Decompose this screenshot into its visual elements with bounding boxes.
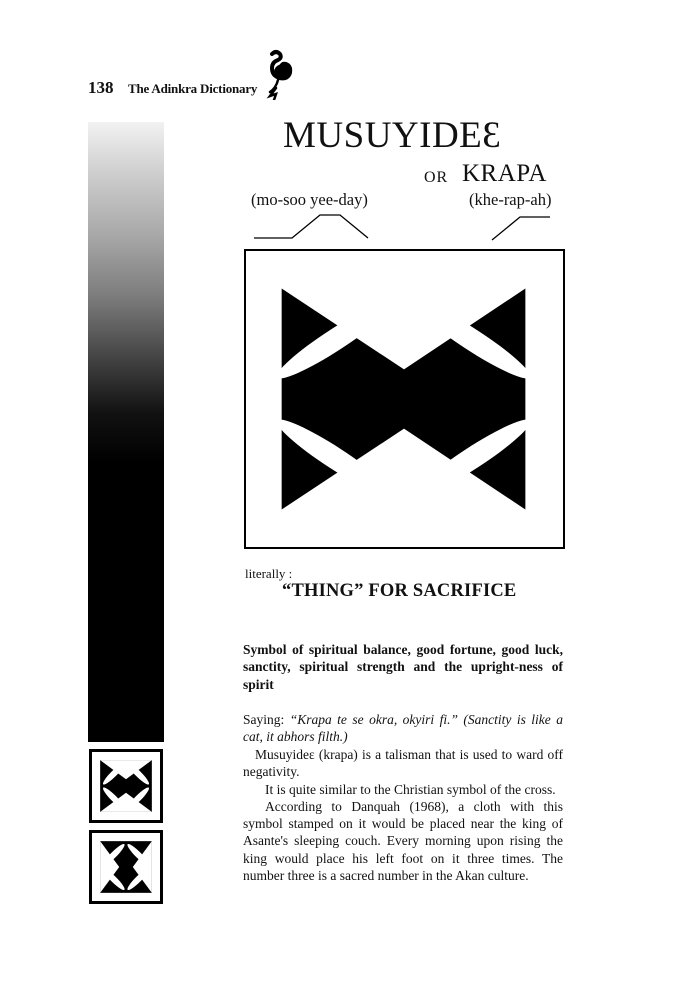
paragraph: Musuyideɛ (krapa) is a talisman that is used to ward off negativity. [243, 747, 563, 780]
musuyidee-small-icon [89, 749, 163, 823]
alt-connector: OR [424, 169, 449, 186]
book-title: The Adinkra Dictionary [128, 81, 258, 96]
musuyidee-cross-icon [244, 249, 565, 549]
saying-quote: “Krapa te se okra, okyiri fi.” (Sanctity is like a cat, it abhors filth.) [243, 712, 563, 745]
literally-label: literally : [245, 566, 293, 581]
entry-title: MUSUYIDEƐ [283, 115, 502, 156]
pronunciation: (mo-soo yee-day) [251, 190, 368, 209]
symbol-summary: Symbol of spiritual balance, good fortune, good luck, sanctity, spiritual strength and the upright-ness of spirit [243, 642, 563, 692]
literal-meaning: “THING” FOR SACRIFICE [282, 581, 517, 601]
tone-marks [246, 212, 566, 242]
paragraph: According to Danquah (1968), a cloth with this symbol stamped on it would be placed near the king of Asante's sleeping couch. Every morning upon rising the king would place his left foot on it three times. The number three is a sacred number in the Akan culture. [243, 798, 563, 884]
musuyidee-small-icon [89, 830, 163, 904]
page-number: 138 [88, 78, 114, 97]
saying [243, 711, 563, 746]
saying-label: Saying: [243, 712, 285, 727]
body-text [243, 746, 563, 884]
sankofa-bird-icon [256, 48, 298, 100]
alt-pronunciation: (khe-rap-ah) [469, 190, 552, 209]
alt-title: KRAPA [462, 160, 547, 187]
paragraph: It is quite similar to the Christian symbol of the cross. [265, 781, 556, 797]
side-gradient-bar [88, 122, 164, 742]
